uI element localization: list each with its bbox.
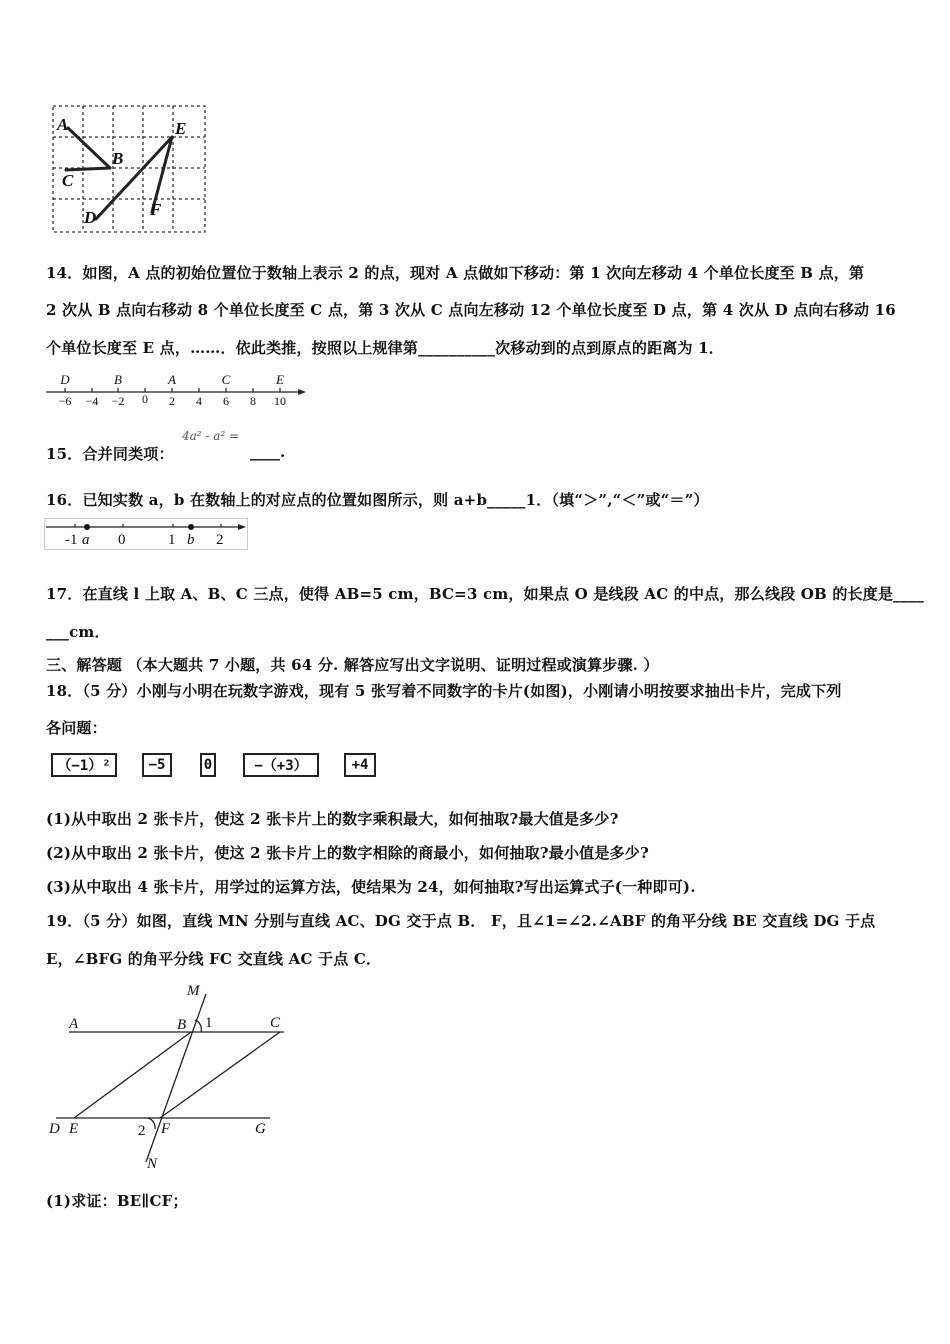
q19-line2: E，∠BFG 的角平分线 FC 交直线 AC 于点 C． [46,950,382,968]
tick-label: −2 [111,394,125,408]
q17-line1: 17．在直线 l 上取 A、B、C 三点，使得 AB=5 cm，BC=3 cm，如果点 O 是线段 AC 的中点，那么线段 OB 的长度是____ [46,585,924,603]
q17-line2: ___cm． [46,623,110,641]
label-a: A [69,1016,79,1032]
point-c: C [221,372,231,387]
label-c: C [62,171,74,190]
number-line-q14 [44,368,308,410]
q19-sub1: (1)求证：BE∥CF； [46,1192,188,1210]
label-d: D [49,1121,60,1137]
label-c: C [270,1015,281,1031]
card-5: +4 [344,753,376,777]
segment-ab [68,128,110,168]
label-d: D [84,208,97,227]
label-2: 2 [138,1123,146,1139]
axis-label: 1 [168,532,176,548]
card-3: 0 [200,753,216,777]
label-1: 1 [205,1015,213,1031]
q18-sub3: (3)从中取出 4 张卡片，用学过的运算方法，使结果为 24，如何抽取?写出运算式子(一种即可). [46,878,696,896]
grid-figure [48,102,210,236]
line-be [74,1032,191,1118]
point-b: B [114,372,122,387]
q18-line2: 各问题： [46,719,107,737]
point-a: A [168,372,176,387]
tick-label: −6 [58,394,72,408]
label-b: B [177,1017,187,1033]
label-n: N [147,1156,158,1172]
tick-label: 6 [223,394,229,408]
label-b: B [112,149,124,168]
q15-blank: ____. [250,443,286,461]
label-e: E [175,119,187,138]
line-mn [146,994,206,1162]
q15-expression: 4a² - a² = [182,429,240,443]
section-title: 三、解答题 （本大题共 7 小题，共 64 分. 解答应写出文字说明、证明过程或演算步骤. ） [46,656,659,674]
tick-label: 8 [250,394,256,408]
axis-label: -1 [65,532,78,548]
number-line-q16 [44,518,248,550]
axis-label: b [187,532,195,548]
q18-sub2: (2)从中取出 2 张卡片，使这 2 张卡片上的数字相除的商最小，如何抽取?最小值是多少? [46,844,649,862]
point-d: D [60,372,70,387]
label-a: A [57,115,69,134]
q15-text: 15．合并同类项： [46,445,174,463]
q14-line3: 个单位长度至 E 点，……．依此类推，按照以上规律第__________次移动到的点到原点的距离为 1． [46,339,724,357]
point-b-dot [188,524,194,530]
axis-label: 0 [118,532,126,548]
axis-label: a [82,532,90,548]
q16-text: 16．已知实数 a，b 在数轴上的对应点的位置如图所示，则 a+b_____1．（填“＞”,“＜”或“＝”） [46,491,709,509]
tick-label: 10 [274,394,286,408]
tick-label: 4 [196,394,202,408]
point-a-dot [84,524,90,530]
tick-label: −4 [85,394,99,408]
geometry-figure [44,978,294,1174]
line-fc [160,1032,280,1118]
q18-sub1: (1)从中取出 2 张卡片，使这 2 张卡片上的数字乘积最大，如何抽取?最大值是多少? [46,810,619,828]
label-e: E [69,1121,79,1137]
axis-label: 2 [216,532,224,548]
tick-label: 2 [169,394,175,408]
q14-line2: 2 次从 B 点向右移动 8 个单位长度至 C 点，第 3 次从 C 点向左移动 12 个单位长度至 D 点，第 4 次从 D 点向右移动 16 [46,301,896,319]
card-4: −（+3） [243,753,319,777]
label-m: M [187,983,200,999]
q19-line1: 19．（5 分）如图，直线 MN 分别与直线 AC、DG 交于点 B． F，且∠1=∠2.∠ABF 的角平分线 BE 交直线 DG 于点 [46,912,876,930]
point-e: E [276,372,284,387]
label-f: F [150,200,162,219]
q14-line1: 14．如图，A 点的初始位置位于数轴上表示 2 的点，现对 A 点做如下移动：第 1 次向左移动 4 个单位长度至 B 点，第 [46,264,865,282]
label-f: F [161,1121,171,1137]
q18-line1: 18．（5 分）小刚与小明在玩数字游戏，现有 5 张写着不同数字的卡片(如图)，小刚请小明按要求抽出卡片，完成下列 [46,682,842,700]
card-2: −5 [142,753,172,777]
tick-label: 0 [142,392,148,406]
label-g: G [255,1121,266,1137]
card-1: （−1）² [51,753,117,777]
segment-cb [66,168,110,170]
